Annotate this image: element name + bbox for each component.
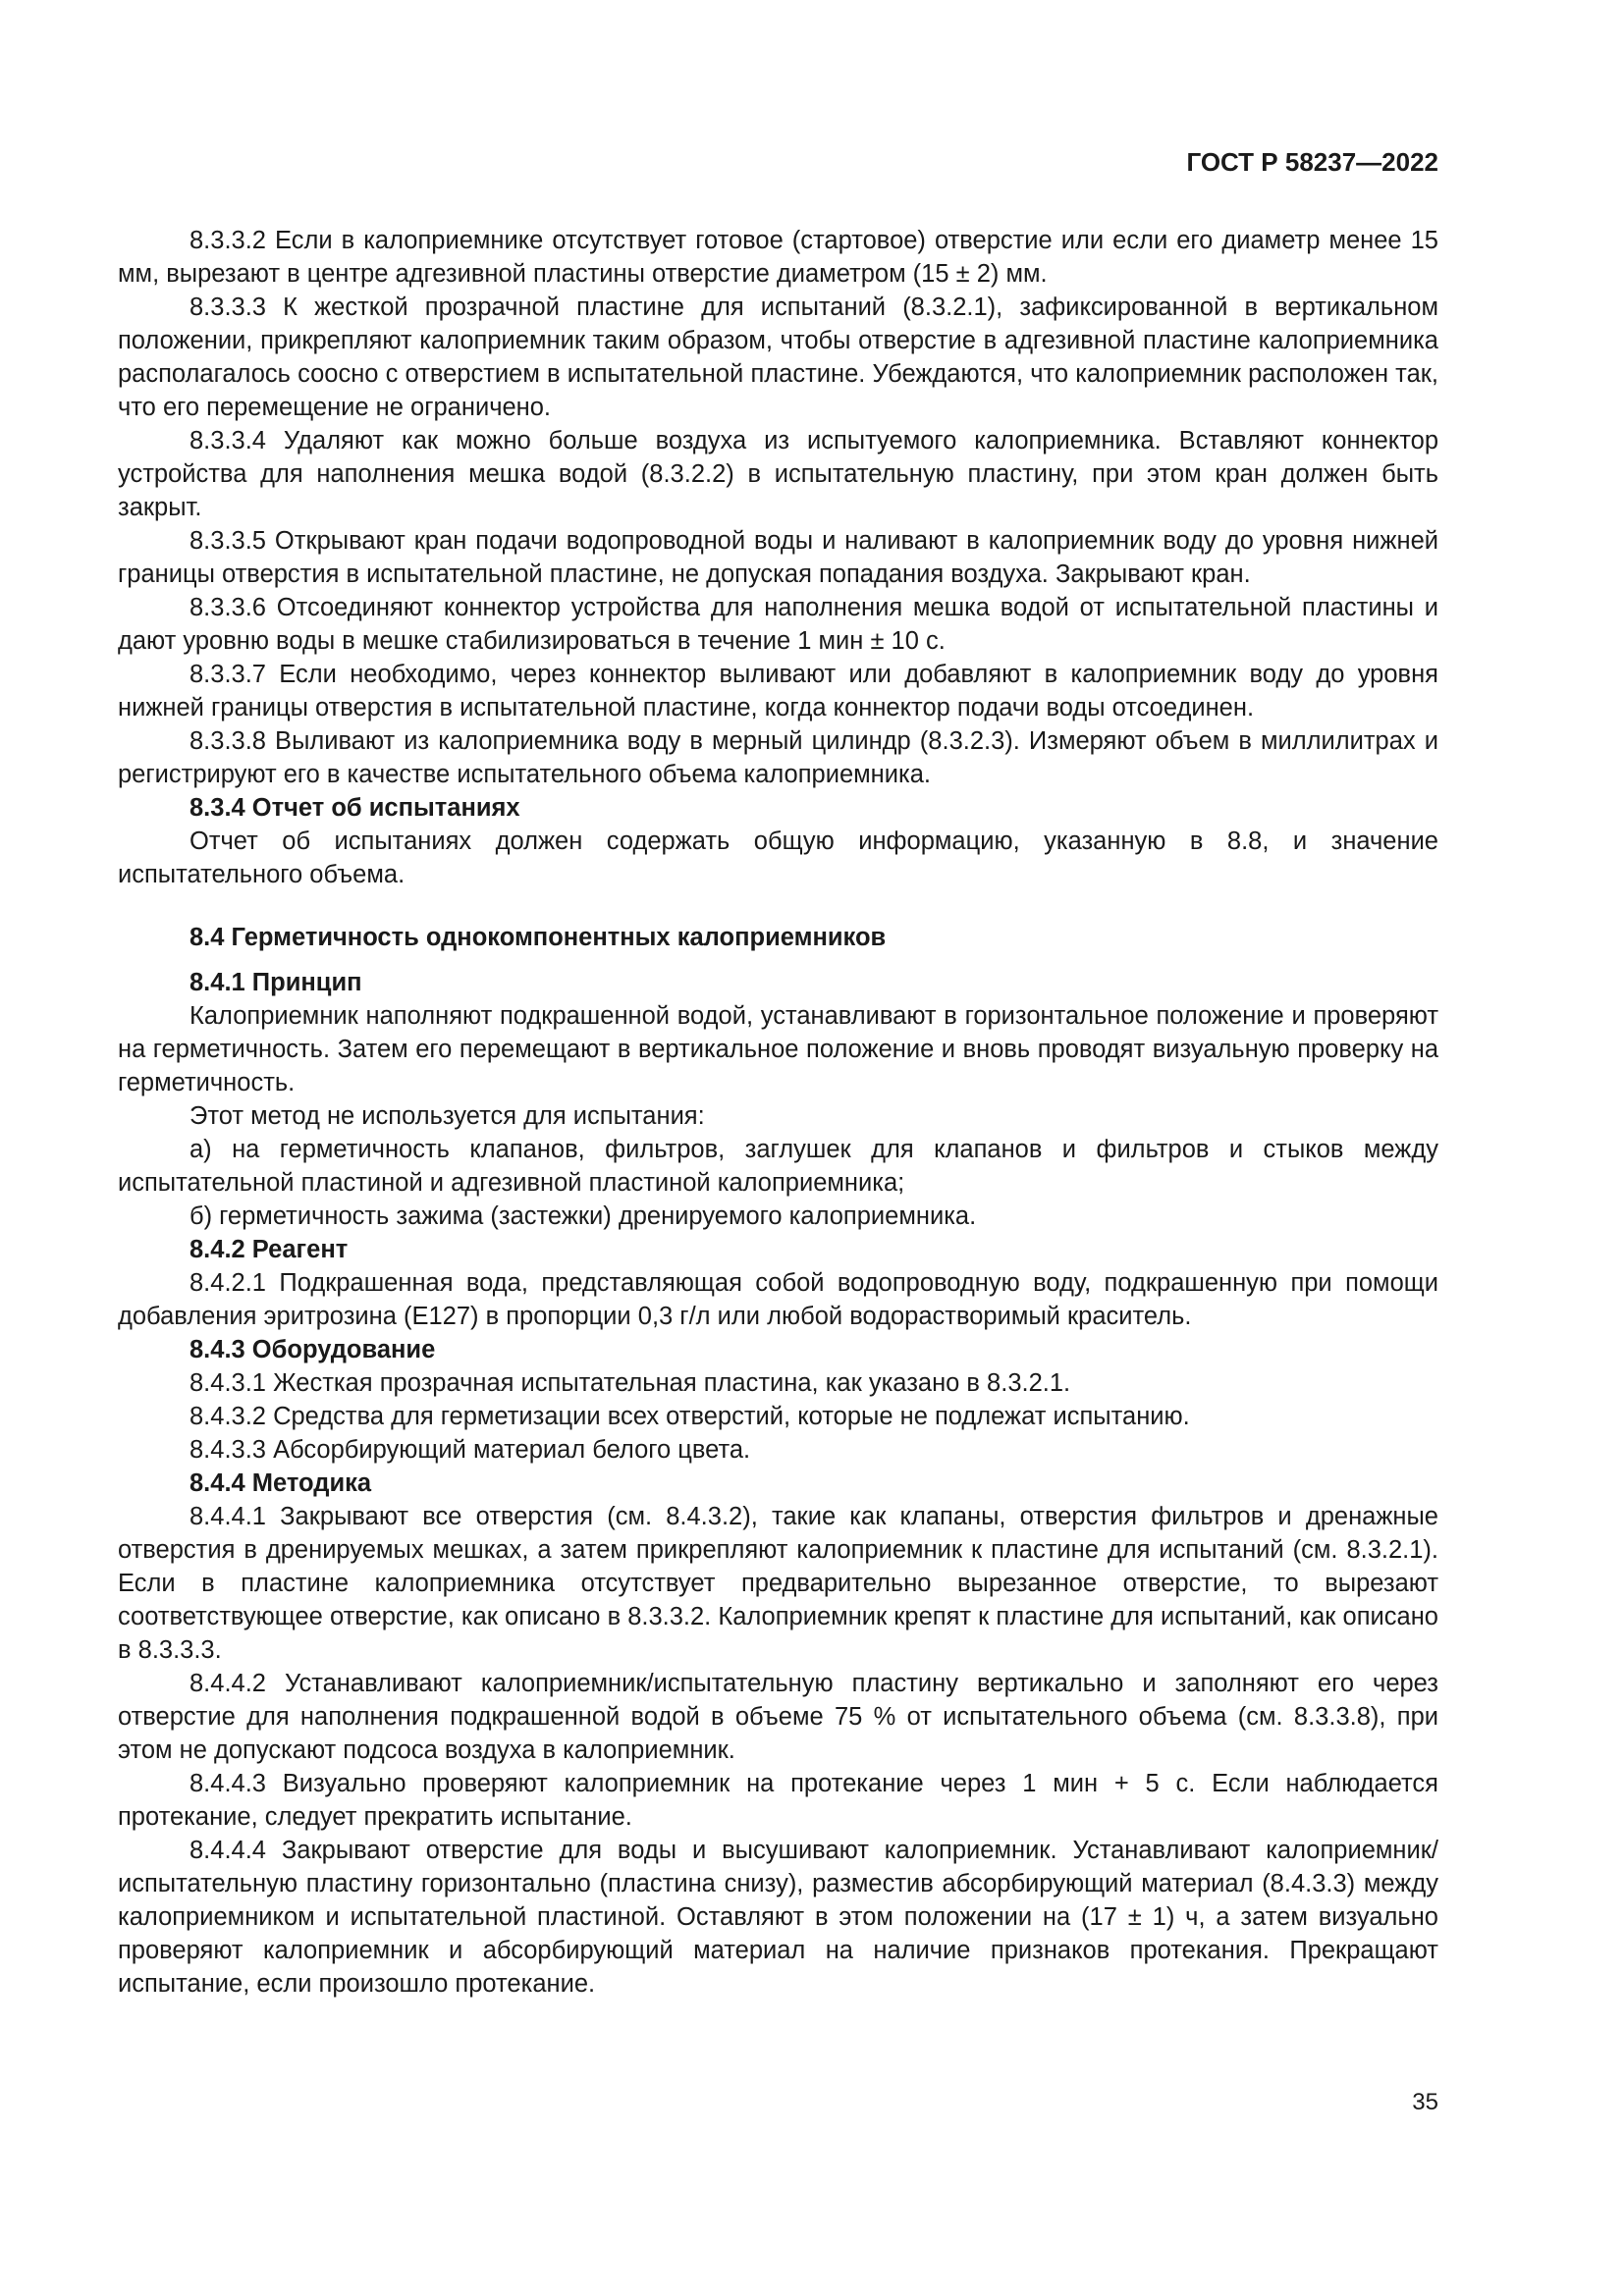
paragraph: 8.4.3.2 Средства для герметизации всех отверстий, которые не подлежат испытанию.	[189, 1403, 1190, 1430]
paragraph: 8.4.4.3 Визуально проверяют калоприемник на протекание через 1 мин + 5 с. Если наблюдается протекание, следует прекратить испытание.	[118, 1770, 1438, 1831]
paragraph: б) герметичность зажима (застежки) дренируемого калоприемника.	[189, 1202, 977, 1230]
paragraph: а) на герметичность клапанов, фильтров, заглушек для клапанов и фильтров и стыков между испытательной пластиной и адгезивной пластиной калоприемника;	[118, 1136, 1438, 1197]
section-heading: 8.4.3 Оборудование	[189, 1336, 436, 1363]
page-number: 35	[1412, 2089, 1438, 2115]
paragraph: 8.4.3.3 Абсорбирующий материал белого цвета.	[189, 1436, 751, 1464]
section-heading: 8.4.1 Принцип	[189, 969, 362, 996]
paragraph: 8.3.3.7 Если необходимо, через коннектор выливают или добавляют в калоприемник воду до уровня нижней границы отверстия в испытательной пластине, когда коннектор подачи воды отсоединен.	[118, 661, 1438, 721]
paragraph: 8.3.3.6 Отсоединяют коннектор устройства для наполнения мешка водой от испытательной пластины и дают уровню воды в мешке стабилизироваться в течение 1 мин ± 10 с.	[118, 594, 1438, 655]
paragraph: 8.3.3.3 К жесткой прозрачной пластине для испытаний (8.3.2.1), зафиксированной в вертикальном положении, прикрепляют калоприемник таким образом, чтобы отверстие в адгезивной пластине калоприемника располагалось соосно с отверстием в испытательной пластине. Убеждаются, что калоприемник расположен так, что его перемещение не ограничено.	[118, 294, 1438, 421]
document-header: ГОСТ Р 58237—2022	[1186, 147, 1438, 177]
paragraph: Калоприемник наполняют подкрашенной водой, устанавливают в горизонтальное положение и проверяют на герметичность. Затем его перемещают в вертикальное положение и вновь проводят визуальную проверку на герметичность.	[118, 1002, 1438, 1096]
section-heading: 8.4.4 Методика	[189, 1469, 372, 1497]
paragraph: 8.4.4.2 Устанавливают калоприемник/испытательную пластину вертикально и заполняют его через отверстие для наполнения подкрашенной водой в объеме 75 % от испытательного объема (см. 8.3.3.8), при этом не допускают подсоса воздуха в калоприемник.	[118, 1670, 1438, 1764]
paragraph: Отчет об испытаниях должен содержать общую информацию, указанную в 8.8, и значение испытательного объема.	[118, 828, 1438, 888]
paragraph: Этот метод не используется для испытания:	[189, 1102, 705, 1130]
paragraph: 8.4.4.4 Закрывают отверстие для воды и высушивают калоприемник. Устанавливают калоприемник/испытательную пластину горизонтально (пластина снизу), разместив абсорбирующий материал (8.4.3.3) между калоприемником и испытательной пластиной. Оставляют в этом положении на (17 ± 1) ч, а затем визуально проверяют калоприемник и абсорбирующий материал на наличие признаков протекания. Прекращают испытание, если произошло протекание.	[118, 1837, 1438, 1998]
paragraph: 8.3.3.4 Удаляют как можно больше воздуха из испытуемого калоприемника. Вставляют коннектор устройства для наполнения мешка водой (8.3.2.2) в испытательную пластину, при этом кран должен быть закрыт.	[118, 427, 1438, 521]
paragraph: 8.3.3.2 Если в калоприемнике отсутствует готовое (стартовое) отверстие или если его диаметр менее 15 мм, вырезают в центре адгезивной пластины отверстие диаметром (15 ± 2) мм.	[118, 227, 1438, 288]
paragraph: 8.3.3.5 Открывают кран подачи водопроводной воды и наливают в калоприемник воду до уровня нижней границы отверстия в испытательной пластине, не допуская попадания воздуха. Закрывают кран.	[118, 527, 1438, 588]
paragraph: 8.4.4.1 Закрывают все отверстия (см. 8.4.3.2), такие как клапаны, отверстия фильтров и дренажные отверстия в дренируемых мешках, а затем прикрепляют калоприемник к пластине для испытаний (см. 8.3.2.1). Если в пластине калоприемника отсутствует предварительно вырезанное отверстие, то вырезают соответствующее отверстие, как описано в 8.3.3.2. Калоприемник крепят к пластине для испытаний, как описано в 8.3.3.3.	[118, 1503, 1438, 1664]
paragraph: 8.4.3.1 Жесткая прозрачная испытательная пластина, как указано в 8.3.2.1.	[189, 1369, 1071, 1397]
section-heading: 8.3.4 Отчет об испытаниях	[189, 794, 520, 822]
section-heading: 8.4.2 Реагент	[189, 1236, 349, 1263]
paragraph: 8.4.2.1 Подкрашенная вода, представляющая собой водопроводную воду, подкрашенную при помощи добавления эритрозина (Е127) в пропорции 0,3 г/л или любой водорастворимый краситель.	[118, 1269, 1438, 1330]
paragraph: 8.3.3.8 Выливают из калоприемника воду в мерный цилиндр (8.3.2.3). Измеряют объем в миллилитрах и регистрируют его в качестве испытательного объема калоприемника.	[118, 727, 1438, 788]
section-heading: 8.4 Герметичность однокомпонентных калоприемников	[189, 924, 887, 951]
document-body	[118, 224, 1438, 2001]
